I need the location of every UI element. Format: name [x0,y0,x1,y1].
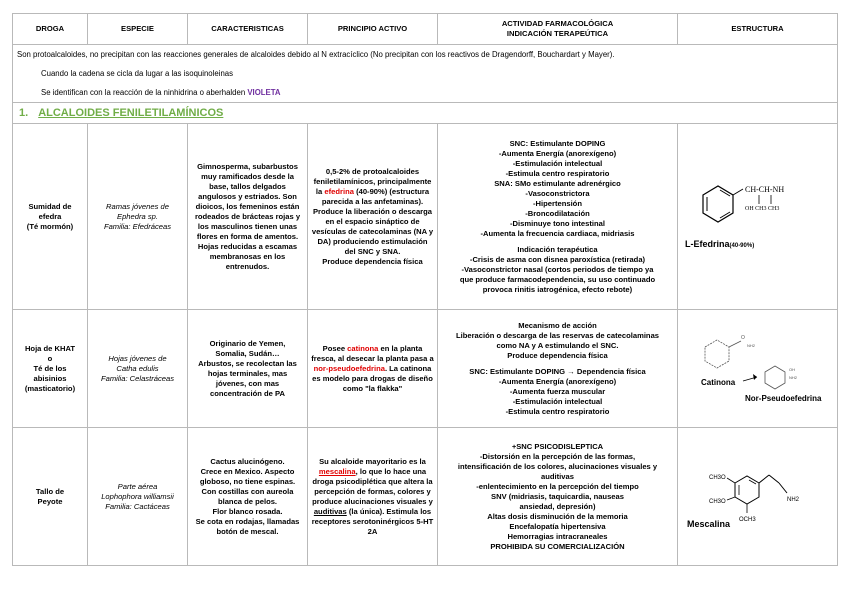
intro-line-1: Son protoalcaloides, no precipitan con las reacciones generales de alcaloides debido al N extracíclico (No precipitan con los reactivos de Dragendorff, Bouchardart y Mayer). [17,50,615,59]
actividad-cell: Mecanismo de acción Liberación o descarga de las reservas de catecolaminas como NA y A estimulando el SNC. Produce dependencia física SNC: Estimulante DOPING → Dependencia física -Aumenta Energía (anorexígeno) -Aumenta fuerza muscular -Estimulación intelectual -Estimula centro respiratorio [438,310,678,428]
droga-cell: Hoja de KHAT o Té de los abisinios (masticatorio) [13,310,88,428]
header-row [13,14,838,45]
header-caracteristicas: CARACTERISTICAS [188,14,308,45]
principio-cell: Posee catinona en la planta fresca, al desecar la planta pasa a nor-pseudoefedrina. La catinona es modelo para drogas de diseño como "la flakka" [308,310,438,428]
principio-cell: Su alcaloide mayoritario es la mescalina, lo que lo hace una droga psicodiplética que altera la percepción de formas, colores y produce alucinaciones visuales y auditivas (la única). Estimula los receptores serotoninérgicos 5-HT 2A [308,428,438,566]
estructura-cell [678,428,838,566]
svg-text:CH3O: CH3O [708,475,726,481]
caracteristicas-cell: Cactus alucinógeno. Crece en Mexico. Aspecto globoso, no tiene espinas. Con costillas con aureola blanca de pelos. Flor blanco rosada. Se cota en rodajas, llamadas botón de mescal. [188,428,308,566]
svg-text:NH2: NH2 [788,375,797,380]
intro-line-2: Cuando la cadena se cicla da lugar a las isoquinoleinas [41,69,234,78]
alkaloids-table [12,13,838,566]
header-droga: DROGA [13,14,88,45]
svg-text:O: O [740,335,745,341]
svg-text:Mescalina: Mescalina [686,519,730,529]
caracteristicas-cell: Originario de Yemen, Somalia, Sudán… Arbustos, se recolectan las hojas terminales, mas jóvenes, con mas concentración de PA [188,310,308,428]
droga-cell: Tallo de Peyote [13,428,88,566]
svg-text:L-Efedrina(40-90%): L-Efedrina(40-90%) [684,239,754,249]
intro-line-3: Se identifican con la reacción de la ninhidrina o aberhalden VIOLETA [41,88,281,97]
header-especie: ESPECIE [88,14,188,45]
header-actividad: ACTIVIDAD FARMACOLÓGICA INDICACIÓN TERAPEÚTICA [438,14,678,45]
efedrina-structure [683,165,833,265]
table-row-khat [13,310,838,428]
actividad-cell: +SNC PSICODISLEPTICA -Distorsión en la percepción de las formas, intensificación de los colores, alucinaciones visuales y auditivas -enlentecimiento en la percepción del tiempo SNV (midriasis, taquicardia, nauseas ansiedad, depresión) Altas dosis disminución de la memoria Encefalopatía hipertensiva Hemorragias intracraneales PROHIBIDA SU COMERCIALIZACIÓN [438,428,678,566]
table-row-peyote [13,428,838,566]
catinona-structure [683,327,833,407]
estructura-cell [678,124,838,310]
mescalina-structure [683,445,833,545]
svg-text:Nor-Pseudoefedrina: Nor-Pseudoefedrina [744,394,821,403]
caracteristicas-cell: Gimnosperma, subarbustos muy ramificados desde la base, tallos delgados angulosos y estriados. Son dioicos, los femeninos están rodeados de brácteas rojas y los masculinos tienen unas flores en forma de amentos. Hojas reducidas a escamas membranosas en los entrenudos. [188,124,308,310]
especie-cell: Ramas jóvenes de Ephedra sp. Familia: Efedráceas [88,124,188,310]
estructura-cell [678,310,838,428]
intro-row [13,45,838,124]
especie-cell: Hojas jóvenes de Catha edulis Familia: Celastráceas [88,310,188,428]
violeta-label: VIOLETA [247,88,281,97]
svg-text:NH2: NH2 [746,343,755,348]
principio-cell: 0,5-2% de protoalcaloides feniletilamínicos, principalmente la efedrina (40-90%) (estructura parecida a las anfetaminas). Produce la liberación o descarga en el espacio sináptico de vesículas de catecolaminas (NA y DA) produciendo estimulación del SNC y SNA. Produce dependencia física [308,124,438,310]
table-row-efedra [13,124,838,310]
header-estructura: ESTRUCTURA [678,14,838,45]
svg-text:OCH3: OCH3 [738,517,756,523]
droga-cell: Sumidad de efedra (Té mormón) [13,124,88,310]
svg-text:CH-CH-NH: CH-CH-NH [744,185,784,194]
section-title: 1. ALCALOIDES FENILETILAMÍNICOS [13,102,837,123]
svg-text:NH2: NH2 [786,497,799,503]
header-principio-activo: PRINCIPIO ACTIVO [308,14,438,45]
svg-text:OH CH3 CH3: OH CH3 CH3 [744,206,779,212]
svg-text:CH3O: CH3O [708,499,726,505]
svg-text:Catinona: Catinona [700,378,735,387]
actividad-cell: SNC: Estimulante DOPING -Aumenta Energía (anorexígeno) -Estimulación intelectual -Estimula centro respiratorio SNA: SMo estimulante adrenérgico -Vasoconstrictora -Hipertensión -Broncodilatación -Disminuye tono intestinal -Aumenta la frecuencia cardiaca, midriasis Indicación terapéutica -Crisis de asma con disnea paroxística (retirada) -Vasoconstrictor nasal (cortos periodos de tiempo ya que produce farmacodependencia, su uso continuado provoca rinitis iatrogénica, efecto rebote) [438,124,678,310]
especie-cell: Parte aérea Lophophora williamsii Familia: Cactáceas [88,428,188,566]
svg-text:OH: OH [788,367,795,372]
